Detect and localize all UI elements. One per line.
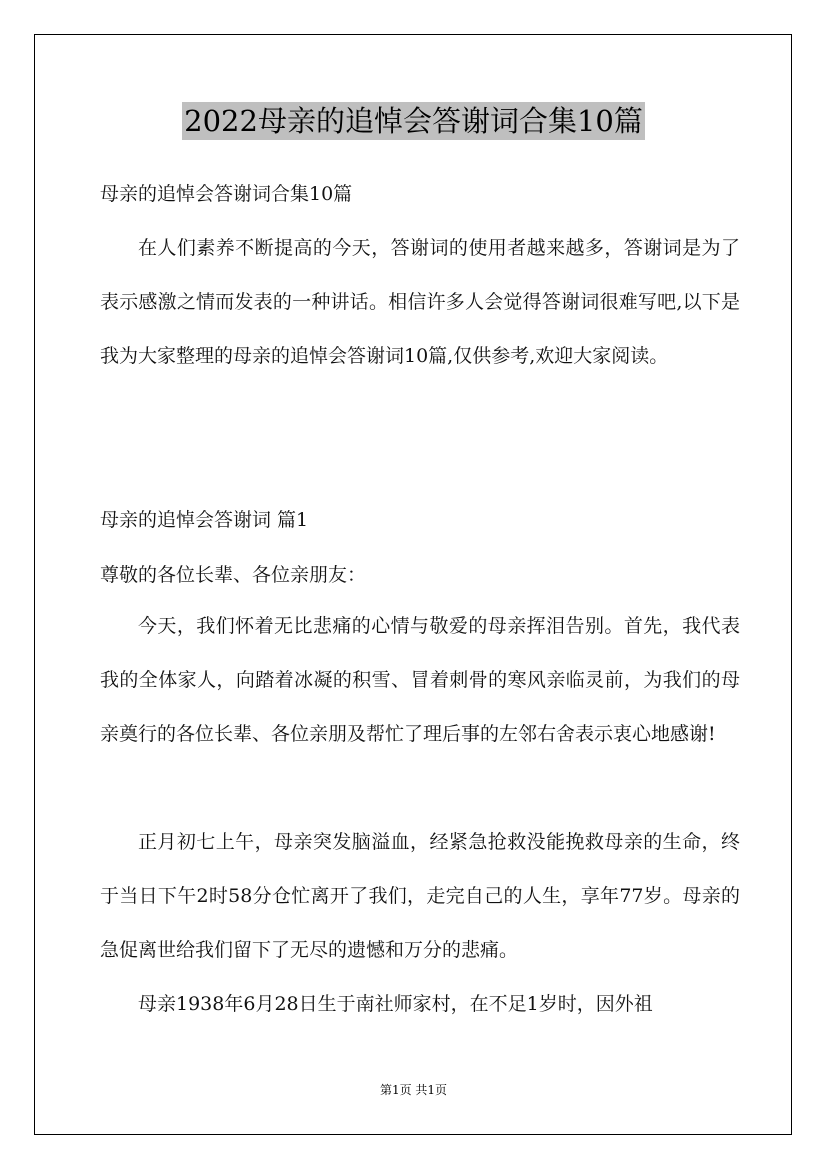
salutation: 尊敬的各位长辈、各位亲朋友：: [100, 564, 367, 586]
section-heading: 母亲的追悼会答谢词 篇1: [100, 509, 309, 531]
body-paragraph-3: 母亲1938年6月28日生于南社师家村，在不足1岁时，因外祖: [138, 993, 653, 1015]
document-subtitle: 母亲的追悼会答谢词合集10篇: [100, 183, 353, 205]
document-title-text: 2022母亲的追悼会答谢词合集10篇: [184, 104, 643, 138]
page-footer: 第1页 共1页: [379, 1083, 448, 1097]
intro-paragraph: 在人们素养不断提高的今天，答谢词的使用者越来越多，答谢词是为了表示感激之情而发表的一种讲话。相信许多人会觉得答谢词很难写吧,以下是我为大家整理的母亲的追悼会答谢词10篇,仅供参考,欢迎大家阅读。: [100, 237, 740, 367]
body-paragraph-2: 正月初七上午，母亲突发脑溢血，经紧急抢救没能挽救母亲的生命，终于当日下午2时58分仓忙离开了我们，走完自己的人生，享年77岁。母亲的急促离世给我们留下了无尽的遗憾和万分的悲痛。: [100, 831, 740, 961]
body-paragraph-1: 今天，我们怀着无比悲痛的心情与敬爱的母亲挥泪告别。首先，我代表我的全体家人，向踏着冰凝的积雪、冒着刺骨的寒风亲临灵前，为我们的母亲奠行的各位长辈、各位亲朋及帮忙了理后事的左邻右舍表示衷心地感谢!: [100, 615, 740, 745]
document-title: [0, 102, 827, 140]
